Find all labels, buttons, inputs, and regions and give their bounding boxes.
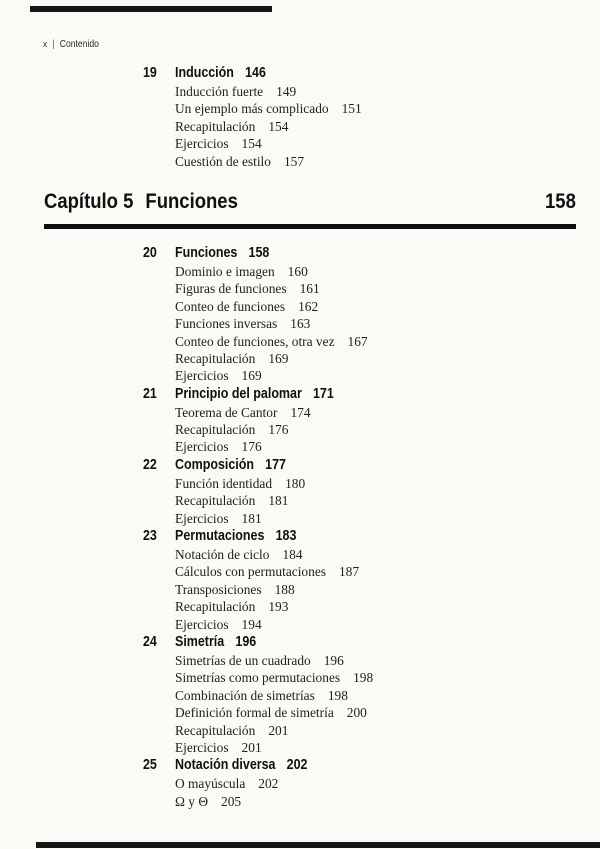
toc-item-page-number: 162 — [298, 298, 319, 314]
section-title-group — [175, 633, 256, 652]
toc-item-title: Conteo de funciones, otra vez — [175, 333, 335, 349]
section-heading — [0, 756, 600, 775]
toc-item — [0, 739, 600, 756]
toc-item — [0, 793, 600, 810]
toc-item — [0, 704, 600, 721]
toc-item-page-number: 184 — [282, 547, 303, 563]
toc-item-title: O mayúscula — [175, 776, 246, 792]
chapter-rule — [44, 224, 576, 229]
section-title: Principio del palomar — [175, 385, 302, 402]
scan-artifact-bottom-bar — [36, 842, 600, 848]
toc-item — [0, 546, 600, 563]
toc-item — [0, 367, 600, 384]
toc-item-page-number: 174 — [290, 404, 311, 420]
toc-item — [0, 100, 600, 117]
toc-item — [0, 669, 600, 686]
toc-item — [0, 722, 600, 739]
toc-item-page-number: 160 — [287, 263, 308, 279]
section-number: 21 — [143, 385, 157, 402]
toc-item-title: Recapitulación — [175, 422, 256, 438]
toc-item-page-number: 181 — [241, 510, 262, 526]
section-heading — [0, 456, 600, 475]
toc-item-page-number: 169 — [268, 350, 289, 366]
section-page-number: 177 — [265, 456, 286, 473]
toc-item-page-number: 163 — [290, 316, 311, 332]
toc-item-title: Ejercicios — [175, 616, 229, 632]
toc-item-page-number: 187 — [338, 564, 360, 580]
toc-item-page-number: 201 — [241, 739, 262, 755]
toc-item-page-number: 167 — [347, 333, 368, 349]
section-title-group — [175, 756, 307, 775]
toc-item — [0, 581, 600, 598]
toc-item-page-number: 201 — [268, 722, 289, 738]
section-number: 20 — [143, 244, 157, 261]
toc-item-title: Funciones inversas — [175, 316, 278, 332]
toc-item-title: Recapitulación — [175, 118, 256, 134]
toc-item-page-number: 151 — [341, 101, 362, 117]
section-title-group — [175, 456, 286, 475]
section-number: 25 — [143, 757, 157, 774]
toc-item-page-number: 176 — [268, 422, 289, 438]
folio-page-number: x — [43, 39, 48, 50]
toc-item-title: Recapitulación — [175, 493, 256, 509]
toc-item-page-number: 154 — [241, 136, 262, 152]
toc-item — [0, 350, 600, 367]
toc-item — [0, 298, 600, 315]
toc-item — [0, 652, 600, 669]
section-number: 22 — [143, 456, 157, 473]
toc-item-page-number: 205 — [221, 793, 242, 809]
toc-item-title: Conteo de funciones — [175, 298, 286, 314]
toc-item — [0, 616, 600, 633]
toc-item-page-number: 194 — [241, 616, 262, 632]
toc-item — [0, 404, 600, 421]
toc-item-title: Ejercicios — [175, 439, 229, 455]
toc-item-page-number: 149 — [276, 84, 297, 99]
section-number: 24 — [143, 633, 157, 650]
toc-item — [0, 421, 600, 438]
section-heading — [0, 633, 600, 652]
toc-item — [0, 475, 600, 492]
toc-item-title: Ejercicios — [175, 510, 229, 526]
toc-item-title: Simetrías de un cuadrado — [175, 652, 311, 668]
toc-item — [0, 263, 600, 280]
toc-item-page-number: 181 — [268, 493, 289, 509]
toc-item — [0, 135, 600, 152]
section-title-group — [175, 527, 296, 546]
section-page-number: 146 — [245, 65, 266, 81]
toc-item-page-number: 161 — [299, 281, 320, 297]
toc-item-title: Un ejemplo más complicado — [175, 101, 329, 117]
toc-item-title: Teorema de Cantor — [175, 404, 278, 420]
toc-item-page-number: 202 — [258, 776, 279, 792]
chapter-title: Funciones — [145, 188, 238, 213]
toc-item-title: Recapitulación — [175, 722, 256, 738]
toc-item — [0, 510, 600, 527]
toc-item-page-number: 176 — [241, 439, 262, 455]
section-page-number: 183 — [275, 528, 297, 545]
table-of-contents — [0, 64, 600, 810]
header-separator: | — [52, 38, 55, 50]
toc-item-title: Combinación de simetrías — [175, 687, 315, 703]
toc-item — [0, 118, 600, 135]
toc-item — [0, 687, 600, 704]
toc-item-title: Recapitulación — [175, 350, 256, 366]
section-heading — [0, 244, 600, 263]
toc-item-page-number: 200 — [346, 705, 367, 721]
toc-item — [0, 563, 600, 580]
toc-item-title: Recapitulación — [175, 599, 256, 615]
section-heading — [0, 385, 600, 404]
toc-item-page-number: 198 — [353, 670, 374, 686]
section-title: Permutaciones — [175, 528, 265, 545]
section-title-group — [175, 385, 334, 404]
section-title: Notación diversa — [175, 757, 276, 774]
toc-item — [0, 280, 600, 297]
section-page-number: 196 — [235, 633, 257, 650]
toc-item — [0, 492, 600, 509]
section-title: Simetría — [175, 633, 225, 650]
toc-item-title: Ejercicios — [175, 136, 229, 152]
chapter-label: Capítulo 5 — [44, 188, 134, 213]
section-number: 19 — [143, 65, 157, 81]
section-heading — [0, 527, 600, 546]
section-title: Composición — [175, 456, 254, 473]
chapter-heading — [0, 186, 600, 229]
toc-item-title: Figuras de funciones — [175, 281, 287, 297]
toc-item-title: Dominio e imagen — [175, 263, 275, 279]
toc-item-title: Función identidad — [175, 475, 273, 491]
running-header — [43, 38, 108, 50]
section-number: 23 — [143, 528, 157, 545]
toc-item-title: Ω y Θ — [175, 793, 209, 809]
section-page-number: 158 — [248, 244, 270, 261]
toc-item-title: Definición formal de simetría — [175, 705, 334, 721]
toc-item — [0, 153, 600, 170]
toc-item-title: Cálculos con permutaciones — [175, 564, 326, 580]
section-title: Inducción — [175, 65, 234, 81]
toc-item — [0, 598, 600, 615]
toc-item-page-number: 198 — [327, 687, 348, 703]
toc-item — [0, 775, 600, 792]
toc-item-title: Notación de ciclo — [175, 547, 270, 563]
section-title-group — [175, 244, 269, 263]
section-title: Funciones — [175, 244, 238, 261]
toc-item-page-number: 196 — [323, 652, 344, 668]
toc-item-title: Cuestión de estilo — [175, 153, 271, 169]
section-title-group — [175, 64, 266, 83]
toc-item-page-number: 154 — [268, 118, 289, 134]
chapter-heading-text — [44, 186, 238, 216]
toc-item-title: Ejercicios — [175, 368, 229, 384]
toc-item — [0, 333, 600, 350]
toc-item-page-number: 188 — [274, 581, 295, 597]
toc-item-title: Simetrías como permutaciones — [175, 670, 341, 686]
toc-item-title: Ejercicios — [175, 739, 229, 755]
toc-item-page-number: 157 — [283, 153, 305, 169]
toc-item-page-number: 193 — [268, 599, 289, 615]
section-page-number: 202 — [286, 757, 308, 774]
chapter-page-number: 158 — [545, 188, 576, 213]
toc-item-page-number: 169 — [241, 368, 262, 384]
running-header-title: Contenido — [59, 39, 99, 50]
toc-item — [0, 315, 600, 332]
toc-item-page-number: 180 — [285, 475, 306, 491]
scan-artifact-top-bar — [30, 6, 272, 12]
toc-item-title: Inducción fuerte — [175, 84, 264, 99]
toc-item — [0, 438, 600, 455]
section-page-number: 171 — [312, 385, 334, 402]
toc-item-title: Transposiciones — [175, 581, 262, 597]
section-heading — [0, 64, 600, 83]
toc-item — [0, 83, 600, 100]
chapter-heading-row — [0, 186, 600, 216]
